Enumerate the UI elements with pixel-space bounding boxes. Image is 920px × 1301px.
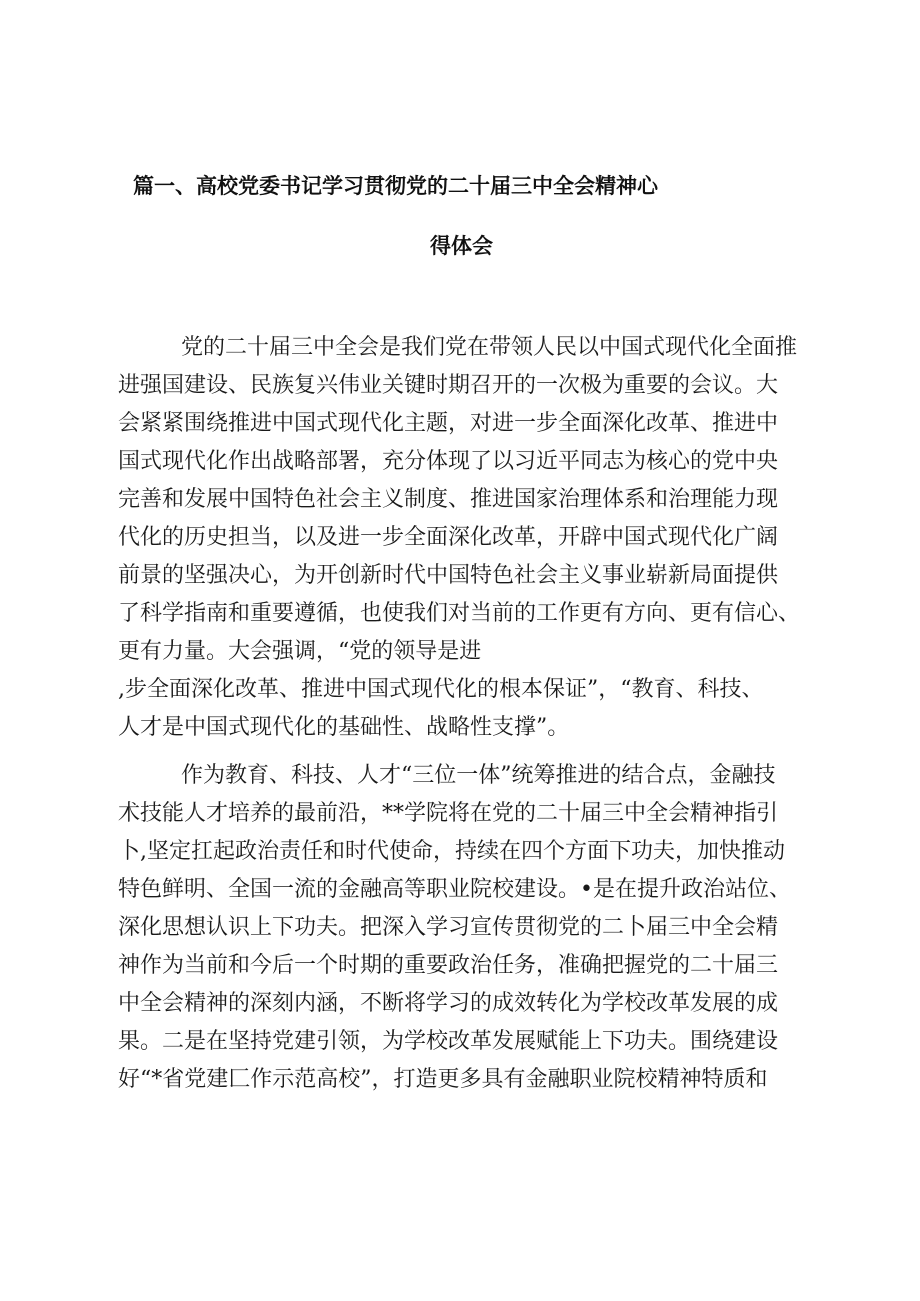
paragraph-2-line-6: 神作为当前和今后一个时期的重要政治任务，准确把握党的二十届三	[118, 953, 779, 978]
paragraph-2-line-1: 作为教育、科技、人才“三位一体”统筹推进的结合点，金融技	[181, 763, 776, 788]
paragraph-1-line-3: 会紧紧围绕推进中国式现代化主题，对进一步全面深化改革、推进中	[118, 411, 779, 436]
paragraph-1-line-10: ,步全面深化改革、推进中国式现代化的根本保证”，“教育、科技、	[118, 677, 764, 702]
document-title-line-1: 篇一、高校党委书记学习贯彻党的二十届三中全会精神心	[133, 174, 658, 198]
paragraph-1-line-8: 了科学指南和重要遵循，也使我们对当前的工作更有方向、更有信心、	[118, 601, 801, 626]
paragraph-1-line-6: 代化的历史担当，以及进一步全面深化改革，开辟中国式现代化广阔	[118, 525, 779, 550]
paragraph-1-line-2: 进强国建设、民族复兴伟业关键时期召开的一次极为重要的会议。大	[118, 373, 779, 398]
paragraph-1-line-4: 国式现代化作出战略部署，充分体现了以习近平同志为核心的党中央	[118, 449, 779, 474]
paragraph-2-line-3: 卜,坚定扛起政治责任和时代使命，持续在四个方面下功夫，加快推动	[118, 839, 785, 864]
paragraph-2-line-4: 特色鲜明、全国一流的金融高等职业院校建设。•是在提升政治站位、	[118, 877, 791, 902]
paragraph-2-line-8: 果。二是在坚持党建引领，为学校改革发展赋能上下功夫。围绕建设	[118, 1029, 779, 1054]
paragraph-1-line-1: 党的二十届三中全会是我们党在带领人民以中国式现代化全面推	[181, 335, 798, 360]
paragraph-2-line-2: 术技能人才培养的最前沿，**学院将在党的二十届三中全会精神指引	[118, 801, 779, 826]
paragraph-1-line-5: 完善和发展中国特色社会主义制度、推进国家治理体系和治理能力现	[118, 487, 779, 512]
document-title-line-2: 得体会	[430, 234, 493, 258]
paragraph-1-line-9: 更有力量。大会强调，“党的领导是进	[118, 639, 482, 664]
paragraph-1-line-7: 前景的坚强决心，为开创新时代中国特色社会主义事业崭新局面提供	[118, 563, 779, 588]
paragraph-2-line-5: 深化思想认识上下功夫。把深入学习宣传贯彻党的二卜届三中全会精	[118, 915, 779, 940]
paragraph-2-line-7: 中全会精神的深刻内涵，不断将学习的成效转化为学校改革发展的成	[118, 991, 779, 1016]
paragraph-1-line-11: 人才是中国式现代化的基础性、战略性支撑”。	[118, 715, 570, 740]
paragraph-2-line-9: 好“*省党建匚作示范高校”，打造更多具有金融职业院校精神特质和	[118, 1067, 768, 1092]
